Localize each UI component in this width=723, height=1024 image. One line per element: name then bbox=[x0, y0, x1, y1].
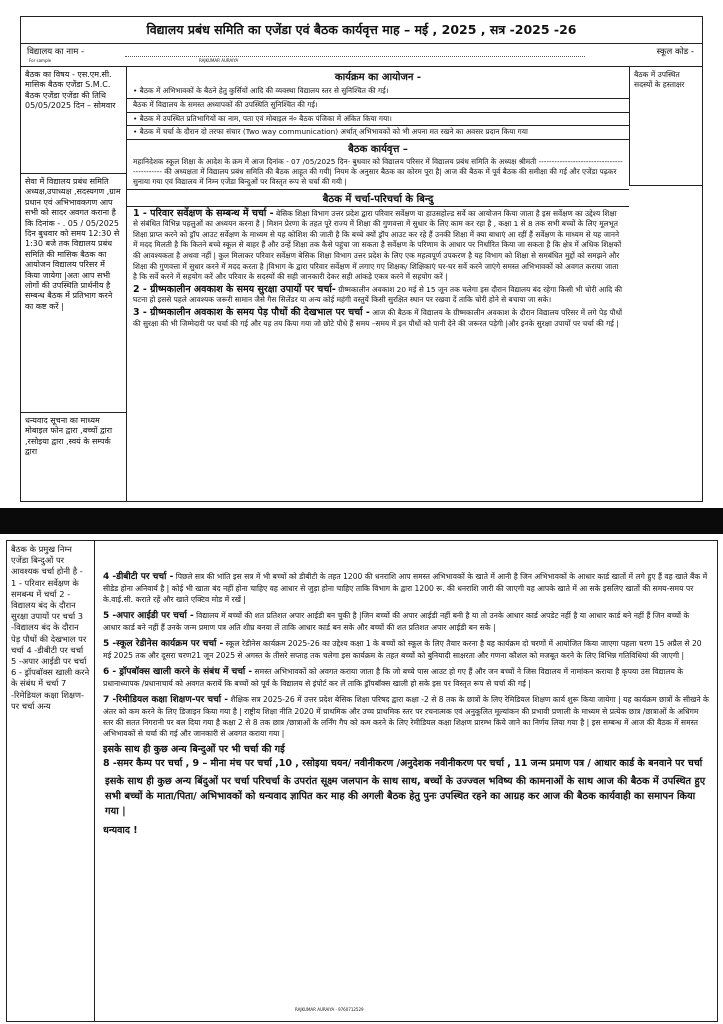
point-3 bbox=[127, 307, 629, 330]
item-apaar-heading: 5 -अपार आईडी पर चर्चा - bbox=[103, 611, 194, 621]
other-points-list: 8 -समर कैम्प पर चर्चा , 9 – मीना मंच पर चर्चा ,10 , रसोइया चयन/ नवीनीकरण /अनुदेशक नवीनीकरण पर चर्चा , 11 जन्म प्रमाण पत्र / आधार कार्ड के बनवाने पर चर्चा bbox=[103, 758, 703, 769]
thanks-text: धन्यवाद ! bbox=[103, 825, 138, 836]
point-3-text: आज की बैठक में विद्यालय के ग्रीष्मकालीन अवकाश के दौरान विद्यालय परिसर में लगे पेड़ पौधों की सुरक्षा की भी जिम्मेदारी पर चर्चा की गई और यह तय किया गया जो छोटे पौधे हैं समय –समय में इन पौधों को पानी देने की जरूरत पड़ेगी |और इनके सुरक्षा उपायों पर चर्चा की गई | bbox=[133, 307, 623, 328]
page-separator-band bbox=[0, 508, 723, 534]
item-remedial-heading: 7 -रिमीडियल कक्षा शिक्षण-पर चर्चा - bbox=[103, 695, 228, 705]
point-1-heading: 1 - परिवार सर्वेक्षण के सम्बन्ध में चर्चा - bbox=[133, 207, 274, 219]
arrangement-bullet-4: • बैठक में चर्चा के दौरान दो तरफा संचार (Two way communication) अर्थात् अभिभावकों को भी अपना मत रखने का अवसर प्रदान किया गया bbox=[127, 126, 629, 140]
school-name-blank bbox=[125, 46, 585, 57]
other-points-heading: इसके साथ ही कुछ अन्य बिन्दुओं पर भी चर्चा की गई bbox=[103, 744, 285, 755]
item-readiness-text: स्कूल रेडीनेस कार्यक्रम 2025-26 का उद्देश्य कक्षा 1 के बच्चों को स्कूल के लिए तैयार करना है यह कार्यक्रम दो चरणों में आयोजित किया जाएगा पहला चरण 15 अप्रैल से 20 मई 2025 तक और दूसरा चरण21 जून 2025 से अगस्त के तीसरे सप्ताह तक चलेगा इस कार्यक्रम के तहत बच्चों को बुनियादी साक्षरता और गणना कौशल को मजबूत करने के लिए विभिन्न गतिविधियां की जाएगी | bbox=[103, 639, 702, 660]
author-name: RAJKUMAR AURAIYA bbox=[199, 58, 239, 63]
discussion-content bbox=[95, 541, 717, 1021]
item-dbt-heading: 4 -डीबीटी पर चर्चा - bbox=[103, 572, 174, 582]
item-dbt bbox=[103, 571, 709, 605]
arrangement-bullet-1: • बैठक में अभिभावकों के बैठने हेतु कुर्सियों आदि की व्यवस्था विद्यालय स्तर से सुनिश्चित की गई। bbox=[127, 85, 629, 99]
signatures-column: बैठक में उपस्थित सदस्यों के हस्ताक्षर bbox=[629, 66, 703, 186]
agenda-sheet-2 bbox=[6, 540, 718, 1022]
closing-paragraph: इसके साथ ही कुछ अन्य बिंदुओं पर चर्चा परिचर्चा के उपरांत सूक्ष्म जलपान के साथ साथ, बच्चों के उज्ज्वल भविष्य की कामनाओं के साथ आज की बैठक में उपस्थित हुए सभी बच्चों के माता/पिता/ अभिभावकों को धन्यवाद ज्ञापित कर माह की अगली बैठक हेतु पुनः उपस्थित रहने का आग्रह कर आज की बैठक कार्यवाही का समापन किया गया | bbox=[105, 776, 706, 817]
signature-note: RAJKUMAR AURAIYA · 9760712529 bbox=[295, 1007, 364, 1012]
program-heading: कार्यक्रम का आयोजन - bbox=[334, 72, 422, 83]
school-info-row bbox=[21, 44, 702, 66]
point-2-heading: 2 - ग्रीष्मकालीन अवकाश के समय सुरक्षा उपायों पर चर्चा- bbox=[133, 283, 336, 295]
agenda-sheet-1 bbox=[20, 16, 703, 502]
point-1 bbox=[127, 208, 629, 284]
item-dbt-text: पिछले सत्र की भांति इस सत्र में भी बच्चों को डीबीटी के तहत 1200 की धनराशि आप समस्त अभिभावकों के खाते में आनी है जिन अभिभावकों के आधार कार्ड खातों में लगे हुए हैं वह खाते बैंक में सीडेड होना अनिवार्य है | कोई भी खाता बंद नहीं होना चाहिए वह आधार से जुड़ा होना चाहिए ताकि विभाग के द्वारा 1200 रू. की धनराशि जारी की जाएगी वह आपके खाते में आ सके इसलिए खातों की समय-समय पर के.वाई.सी. कराते रहें और खाते एक्टिव मोड में रखें | bbox=[103, 572, 708, 604]
item-school-readiness bbox=[103, 638, 709, 661]
item-dropbox-heading: 6 - ड्रॉपबॉक्स खाली करने के संबंध में चर्चा - bbox=[103, 667, 253, 677]
discussion-points-heading: बैठक में चर्चा-परिचर्चा के बिन्दु bbox=[127, 189, 629, 207]
item-apaar-id bbox=[103, 610, 709, 633]
item-dropbox bbox=[103, 666, 709, 689]
arrangement-bullet-2: बैठक में विद्यालय के समस्त अध्यापकों की उपस्थिति सुनिश्चित की गई। bbox=[127, 99, 629, 113]
item-readiness-heading: 5 -स्कूल रेडीनेस कार्यक्रम पर चर्चा - bbox=[103, 639, 224, 649]
communication-block: धन्यवाद सूचना का माध्यम मोबाइल फोन द्वारा ,बच्चों द्वारा ,रसोइया द्वारा ,स्वयं के सम्पर्क द्वारा bbox=[25, 416, 113, 457]
invitation-block: सेवा में विद्यालय प्रबंध समिति अध्यक्ष,उपाध्यक्ष ,सदस्यगण ,ग्राम प्रधान एवं अभिभावकगण आप सभी को सादर अवगत कराना है कि दिनांक - . 05 / 05/2025 दिन बुधवार को समय 12:30 से 1:30 बजे तक विद्यालय प्रबंध समिति की मासिक बैठक का आयोजन विद्यालय परिसर में किया जायेगा |अतः आप सभी लोगों की उपस्थिति प्रार्थनीय है सम्बन्ध बैठक में प्रतिभाग करने का कष्ट करें | bbox=[21, 174, 126, 413]
document-title: विद्यालय प्रबंध समिति का एजेंडा एवं बैठक कार्यवृत्त माह – मई , 2025 , सत्र -2025 -26 bbox=[21, 17, 702, 44]
item-apaar-text: विद्यालय में बच्चों की शत प्रतिशत अपार आईडी बन चुकी है |जिन बच्चों की अपार आईडी नहीं बनी है या तो उनके आधार कार्ड अपडेट नहीं है या आधार कार्ड बने नहीं हैं जिन बच्चों के आधार कार्ड बने नहीं हैं उनके जन्म प्रमाण पत्र अति शीघ्र बनवा लें ताकि आधार कार्ड बन सके और बच्चों की शत प्रतिशत अपार आईडी बन सके | bbox=[103, 611, 690, 632]
point-1-text: बेसिक शिक्षा विभाग उत्तर प्रदेश द्वारा परिवार सर्वेक्षण या हाउसहोल्ड सर्वे का आयोजन किया जाता है इस सर्वेक्षण का उद्देश्य शिक्षा से संबंधित विभिन्न पहलुओं का अध्ययन करना है | मिशन प्रेरणा के तहत पूरे राज्य में शिक्षा की गुणवत्ता में सुधार के लिए काम कर रहा है , कक्षा 1 से 8 तक सभी बच्चों के लिए मूलभूत शिक्षा प्राप्त करने को ड्रॉप आउट सर्वेक्षण के माध्यम से यह कोशिश की जाती है कि बच्चे क्यों ड्रॉप आउट कर रहे हैं उनकी शिक्षा में क्या बाधाएं आ रहीं हैं सर्वेक्षण के माध्यम से यह जानने में मदद मिलती है कि कितने बच्चे स्कूल से बाहर हैं और उन्हें शिक्षा तक कैसे पहुंचा जा सकता है सर्वेक्षण के परिणाम के आधार पर निर्धारित किया जा सकता है कि क्षेत्र में अधिक शिक्षकों की आवश्यकता है अथवा नहीं | कुल मिलाकर परिवार सर्वेक्षण बेसिक शिक्षा विभाग उत्तर प्रदेश के लिए एक महत्वपूर्ण उपकरण है यह विभाग को शिक्षा से समबंधित मुद्दों को समझने और शिक्षा की गुणवत्ता में सुधार करने में मदद करता है |विभाग के द्वारा परिवार सर्वेक्षण में लगाए गए शिक्षक/ शिक्षिकाएं घर-घर सर्वे करने जाएंगे समस्त अभिभावकों को अवगत कराया जाता है कि सर्वे करने में सहयोग करें और परिवार के सदस्यों की सही जानकारी देकर सही आंकड़े एकत्र करने में सहयोग करें | bbox=[133, 208, 622, 282]
minutes-paragraph: महानिदेशक स्कूल शिक्षा के आदेश के क्रम में आज दिनांक - 07 /05/2025 दिन- बुधवार को विद्यालय परिसर में विद्यालय प्रबंध समिति के अध्यक्ष श्रीमती ------------------------------------------- की अध्यक्षता में विद्यालय प्रबंध समिति की बैठक आहूत की गयी| नियम के अनुसार बैठक का कोरम पूरा है| आज की बैठक में पूर्व बैठक की समीक्षा की गई और एजेंडा पढ़कर सुनाया गया एवं विद्यालय में निम्न एजेंडा बिन्दुओं पर विस्तृत रूप से चर्चा की गयी | bbox=[133, 157, 623, 186]
item-remedial bbox=[103, 694, 709, 739]
point-2 bbox=[127, 284, 629, 307]
left-info-column bbox=[21, 66, 127, 502]
school-code-label: स्कूल कोड - bbox=[656, 47, 694, 57]
point-2-text: ग्रीष्मकालीन अवकाश 20 मई से 15 जून तक चलेगा इस दौरान विद्यालय बंद रहेगा किसी भी चोरी आदि की घटना हो इससे पहले आवश्यक जरूरी सामान जैसे गैस सिलेंडर या अन्य कोई महंगी वस्तुयें किसी सुरक्षित स्थान पर रखवा दें ताकि चोरी होने से बचाया जा सके। bbox=[133, 284, 623, 305]
school-name-label: विद्यालय का नाम - bbox=[27, 47, 85, 57]
sample-note: For sample bbox=[29, 58, 52, 63]
item-dropbox-text: समस्त अभिभावकों को अवगत कराया जाता है कि जो बच्चे पास आउट हो गए हैं और जन बच्चों ने जिस विद्यालय में नामांकन कराया है कृपया उस विद्यालय के प्रधानाध्यापक /प्रधानाचार्य को अवगत करायें कि बच्चों को पूर्व के विद्यालय से इंपोर्ट कर लें ताकि ड्रॉपबॉक्स खाली हो सके इस पर विस्तृत रूप से चर्चा की गई | bbox=[103, 667, 684, 688]
meeting-subject-block: बैठक का विषय - एस.एम.सी. मासिक बैठक एजेंडा S.M.C. बैठक एजेंडा एजेंडा की तिथि 05/05/2025 दिन – सोमवार bbox=[21, 67, 126, 174]
minutes-heading: बैठक कार्यवृत्त – bbox=[348, 144, 408, 156]
item-remedial-text: शैक्षिक सत्र 2025-26 में उत्तर प्रदेश बेसिक शिक्षा परिषद द्वारा कक्षा -2 से 8 तक के छात्रों के लिए रेमिडियल शिक्षण कार्य शुरू किया जायेगा | यह कार्यक्रम छात्रों के सीखने के अंतर को कम करने के लिए डिजाइन किया गया है | राष्ट्रीय शिक्षा नीति 2020 में प्राथमिक और उच्च प्राथमिक स्तर पर रचनात्मक एवं अनुकूलित मूल्यांकन की प्रभावी प्रणाली के माध्यम से प्रत्येक छात्र /छात्राओं के अधिगम स्तर की सतत निगरानी पर बल दिया गया है कक्षा 2 से 8 तक छात्र /छात्राओं के लर्निंग गैप को कम करने के लिए रेमीडियल कक्षा शिक्षण प्रारम्भ किये जाने का निर्णय लिया गया है | इस सम्बन्ध में आज की बैठक में समस्त अभिभावकों से चर्चा की गई और जानकारी से अवगत कराया गया | bbox=[103, 695, 709, 738]
main-content-column bbox=[127, 66, 629, 502]
arrangement-bullet-3: • बैठक में उपस्थित प्रतिभागियों का नाम, पता एवं मोबाइल नं० बैठक पंजिका में अंकित किया गया। bbox=[127, 113, 629, 127]
agenda-points-column: बैठक के प्रमुख निम्न एजेंडा बिन्दुओं पर आवश्यक चर्चा होनी है - 1 - परिवार सर्वेक्षण के समबन्ध में चर्चा 2 - विद्यालय बंद के दौरान सुरक्षा उपायों पर चर्चा 3 -विद्यालय बंद के दौरान पेड़ पौधों की देखभाल पर चर्चा 4 -डीबीटी पर चर्चा 5 -अपार आईडी पर चर्चा 6 - ड्रॉपबॉक्स खाली करने के संबंध में चर्चा 7 -रिमेडियल कक्षा शिक्षण- पर चर्चा अन्य bbox=[7, 541, 95, 1021]
point-3-heading: 3 - ग्रीष्मकालीन अवकाश के समय पेड़ पौधों की देखभाल पर चर्चा - bbox=[133, 306, 370, 318]
